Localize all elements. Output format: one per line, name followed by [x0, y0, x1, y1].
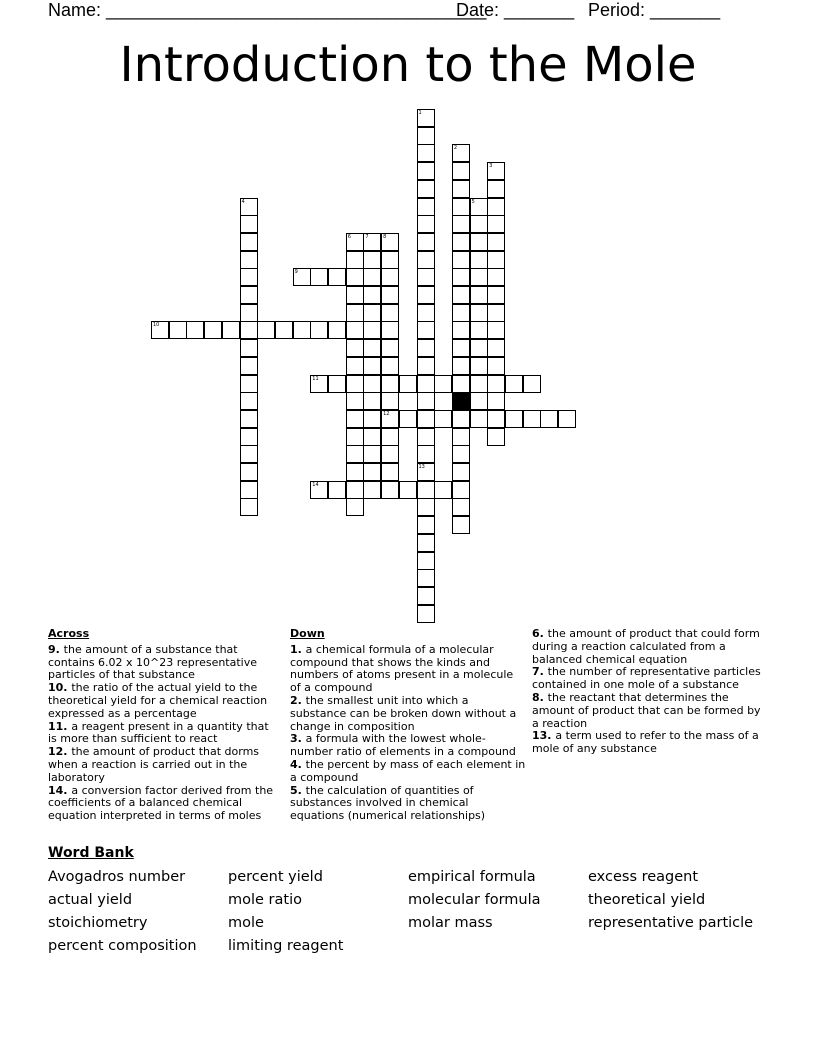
crossword-cell[interactable] [452, 516, 470, 534]
crossword-cell[interactable] [363, 321, 381, 339]
crossword-cell[interactable] [310, 481, 328, 499]
crossword-cell[interactable] [293, 268, 311, 286]
crossword-cell[interactable] [558, 410, 576, 428]
word-bank-item: Avogadros number [48, 869, 186, 885]
crossword-cell[interactable] [363, 286, 381, 304]
crossword-cell[interactable] [151, 321, 169, 339]
crossword-cell[interactable] [417, 498, 435, 516]
crossword-cell[interactable] [417, 587, 435, 605]
crossword-cell[interactable] [523, 410, 541, 428]
clue-text: the amount of product that dorms when a reaction is carried out in the laboratory [48, 745, 260, 784]
crossword-cell[interactable] [417, 215, 435, 233]
crossword-cell[interactable] [381, 357, 399, 375]
crossword-cell[interactable] [487, 198, 505, 216]
crossword-cell[interactable] [417, 534, 435, 552]
crossword-cell[interactable] [346, 428, 364, 446]
crossword-cell[interactable] [186, 321, 204, 339]
word-bank-item: molecular formula [408, 892, 541, 908]
crossword-cell[interactable] [452, 180, 470, 198]
crossword-cell[interactable] [363, 339, 381, 357]
crossword-cell[interactable] [417, 286, 435, 304]
crossword-cell[interactable] [470, 375, 488, 393]
clue-number: 2. [290, 693, 306, 707]
crossword-cell[interactable] [346, 304, 364, 322]
clue-number: 3. [290, 732, 306, 746]
crossword-cell[interactable] [240, 286, 258, 304]
crossword-cell[interactable] [240, 321, 258, 339]
crossword-cell[interactable] [328, 481, 346, 499]
clue-text: the calculation of quantities of substances involved in chemical equations (numerical relationships) [290, 783, 486, 823]
crossword-cell[interactable] [363, 304, 381, 322]
crossword-cell[interactable] [381, 233, 399, 251]
word-bank-item: percent yield [228, 869, 323, 885]
crossword-cell[interactable] [310, 375, 328, 393]
crossword-cell[interactable] [399, 375, 417, 393]
crossword-cell[interactable] [434, 410, 452, 428]
crossword-cell[interactable] [487, 321, 505, 339]
clue-text: a conversion factor derived from the coefficients of a balanced chemical equation interpreted in terms of moles [48, 783, 274, 823]
crossword-cell[interactable] [523, 375, 541, 393]
crossword-cell[interactable] [381, 392, 399, 410]
crossword-black-cell [452, 392, 470, 410]
crossword-cell[interactable] [381, 445, 399, 463]
crossword-cell[interactable] [346, 339, 364, 357]
crossword-cell[interactable] [417, 339, 435, 357]
crossword-cell[interactable] [240, 481, 258, 499]
clue-number: 11. [48, 719, 72, 733]
crossword-cell[interactable] [240, 428, 258, 446]
crossword-cell[interactable] [417, 410, 435, 428]
clue-item [48, 746, 280, 784]
clue-number: 12. [48, 745, 72, 759]
clue-number: 7. [532, 665, 548, 679]
crossword-cell[interactable] [487, 251, 505, 269]
clue-number-7: 7 [365, 233, 369, 240]
clue-number: 14. [48, 783, 72, 797]
crossword-cell[interactable] [240, 233, 258, 251]
crossword-cell[interactable] [470, 304, 488, 322]
crossword-cell[interactable] [169, 321, 187, 339]
clue-number: 13. [532, 729, 556, 743]
crossword-cell[interactable] [452, 144, 470, 162]
word-bank-title: Word Bank [48, 845, 134, 861]
clue-item [532, 730, 768, 756]
crossword-cell[interactable] [470, 251, 488, 269]
clue-number-1: 1 [418, 110, 422, 116]
clue-number-8: 8 [383, 233, 387, 240]
clue-item [532, 666, 768, 692]
down-clues-column-2 [532, 628, 768, 756]
clue-number-4: 4 [241, 198, 245, 205]
crossword-cell[interactable] [399, 481, 417, 499]
crossword-cell[interactable] [487, 410, 505, 428]
crossword-cell[interactable] [363, 428, 381, 446]
crossword-cell[interactable] [470, 286, 488, 304]
clue-text: the amount of a substance that contains 6.02 x 10^23 representative particles of that substance [48, 642, 258, 682]
clue-number-5: 5 [471, 198, 475, 205]
clue-number-2: 2 [453, 145, 458, 152]
crossword-cell[interactable] [452, 268, 470, 286]
crossword-cell[interactable] [240, 410, 258, 428]
crossword-cell[interactable] [452, 410, 470, 428]
clue-item [290, 785, 526, 823]
crossword-cell[interactable] [381, 251, 399, 269]
crossword-cell[interactable] [328, 375, 346, 393]
crossword-cell[interactable] [434, 375, 452, 393]
clue-text: the ratio of the actual yield to the theoretical yield for a chemical reaction expressed as a percentage [48, 681, 268, 720]
clue-text: a term used to refer to the mass of a mole of any substance [532, 729, 759, 756]
crossword-cell[interactable] [240, 357, 258, 375]
crossword-cell[interactable] [363, 375, 381, 393]
crossword-cell[interactable] [363, 445, 381, 463]
word-bank-item: mole ratio [228, 892, 302, 908]
crossword-cell[interactable] [417, 357, 435, 375]
clue-text: the smallest unit into which a substance can be broken down without a change in composition [290, 693, 517, 733]
clue-text: a formula with the lowest whole-number ratio of elements in a compound [290, 732, 516, 759]
crossword-cell[interactable] [470, 233, 488, 251]
down-clues-column [290, 628, 526, 823]
crossword-cell[interactable] [204, 321, 222, 339]
crossword-cell[interactable] [381, 481, 399, 499]
crossword-cell[interactable] [240, 375, 258, 393]
name-field-label[interactable]: Name: ______________________________________ [48, 0, 487, 20]
clue-number: 4. [290, 757, 306, 771]
crossword-cell[interactable] [346, 286, 364, 304]
crossword-cell[interactable] [487, 215, 505, 233]
clue-text: the percent by mass of each element in a compound [290, 757, 526, 784]
crossword-cell[interactable] [487, 357, 505, 375]
crossword-cell[interactable] [417, 569, 435, 587]
word-bank-item: stoichiometry [48, 915, 148, 931]
crossword-cell[interactable] [381, 268, 399, 286]
word-bank-item: percent composition [48, 938, 197, 954]
across-clues-column [48, 628, 280, 823]
clue-number-9: 9 [294, 269, 298, 276]
clue-number-6: 6 [347, 233, 351, 240]
crossword-cell[interactable] [363, 481, 381, 499]
crossword-cell[interactable] [452, 445, 470, 463]
crossword-cell[interactable] [346, 463, 364, 481]
clue-number-3: 3 [489, 163, 493, 170]
crossword-cell[interactable] [452, 321, 470, 339]
page-title: Introduction to the Mole [119, 37, 697, 93]
clue-number: 9. [48, 642, 64, 656]
clue-number-11: 11 [312, 375, 319, 382]
crossword-cell[interactable] [417, 552, 435, 570]
word-bank-item: limiting reagent [228, 938, 344, 954]
clue-number-14: 14 [312, 481, 319, 488]
word-bank-item: excess reagent [588, 869, 699, 885]
crossword-cell[interactable] [487, 392, 505, 410]
crossword-cell[interactable] [487, 233, 505, 251]
crossword-cell[interactable] [381, 410, 399, 428]
clue-item [290, 759, 526, 785]
crossword-cell[interactable] [452, 251, 470, 269]
crossword-cell[interactable] [452, 233, 470, 251]
crossword-cell[interactable] [487, 339, 505, 357]
crossword-cell[interactable] [363, 357, 381, 375]
crossword-cell[interactable] [293, 321, 311, 339]
crossword-cell[interactable] [381, 463, 399, 481]
crossword-cell[interactable] [381, 428, 399, 446]
crossword-cell[interactable] [452, 428, 470, 446]
crossword-cell[interactable] [417, 481, 435, 499]
crossword-cell[interactable] [417, 321, 435, 339]
crossword-cell[interactable] [487, 162, 505, 180]
crossword-cell[interactable] [381, 375, 399, 393]
clue-item [532, 692, 768, 730]
crossword-cell[interactable] [540, 410, 558, 428]
clue-number-10: 10 [153, 322, 160, 329]
word-bank-item: molar mass [408, 915, 493, 931]
clue-item [48, 721, 280, 747]
across-heading: Across [48, 627, 90, 640]
crossword-cell[interactable] [346, 251, 364, 269]
across-clue-list [48, 644, 280, 823]
crossword-cell[interactable] [240, 339, 258, 357]
crossword-cell[interactable] [417, 392, 435, 410]
crossword-cell[interactable] [452, 339, 470, 357]
crossword-cell[interactable] [417, 516, 435, 534]
crossword-cell[interactable] [434, 481, 452, 499]
crossword-cell[interactable] [240, 198, 258, 216]
word-bank-item: actual yield [48, 892, 133, 908]
crossword-cell[interactable] [346, 233, 364, 251]
crossword-cell[interactable] [240, 215, 258, 233]
crossword-cell[interactable] [346, 498, 364, 516]
clue-item [290, 695, 526, 733]
crossword-cell[interactable] [487, 286, 505, 304]
clue-number: 5. [290, 783, 306, 797]
crossword-cell[interactable] [470, 410, 488, 428]
crossword-cell[interactable] [240, 251, 258, 269]
clue-item [48, 785, 280, 823]
crossword-cell[interactable] [399, 410, 417, 428]
crossword-cell[interactable] [328, 268, 346, 286]
clue-number: 1. [290, 642, 306, 656]
crossword-cell[interactable] [240, 498, 258, 516]
crossword-cell[interactable] [346, 375, 364, 393]
crossword-cell[interactable] [275, 321, 293, 339]
crossword-cell[interactable] [346, 321, 364, 339]
crossword-cell[interactable] [487, 428, 505, 446]
crossword-cell[interactable] [346, 410, 364, 428]
crossword-cell[interactable] [363, 251, 381, 269]
crossword-cell[interactable] [487, 304, 505, 322]
crossword-cell[interactable] [417, 198, 435, 216]
crossword-cell[interactable] [470, 392, 488, 410]
word-bank-item: empirical formula [408, 869, 536, 885]
down-clue-list-2 [532, 628, 768, 756]
crossword-cell[interactable] [487, 180, 505, 198]
crossword-cell[interactable] [310, 268, 328, 286]
crossword-cell[interactable] [381, 321, 399, 339]
crossword-cell[interactable] [222, 321, 240, 339]
crossword-cell[interactable] [346, 481, 364, 499]
crossword-cell[interactable] [452, 375, 470, 393]
crossword-cell[interactable] [381, 304, 399, 322]
down-heading: Down [290, 627, 325, 640]
crossword-cell[interactable] [417, 375, 435, 393]
crossword-cell[interactable] [257, 321, 275, 339]
crossword-cell[interactable] [487, 268, 505, 286]
crossword-cell[interactable] [452, 162, 470, 180]
crossword-cell[interactable] [346, 392, 364, 410]
clue-number: 10. [48, 681, 72, 695]
crossword-cell[interactable] [240, 392, 258, 410]
down-clue-list [290, 644, 526, 823]
word-bank-item: mole [228, 915, 264, 931]
crossword-cell[interactable] [240, 445, 258, 463]
clue-text: the reactant that determines the amount of product that can be formed by a reaction [532, 690, 761, 730]
crossword-cell[interactable] [470, 357, 488, 375]
crossword-cell[interactable] [381, 286, 399, 304]
crossword-cell[interactable] [470, 215, 488, 233]
crossword-cell[interactable] [470, 268, 488, 286]
crossword-cell[interactable] [417, 162, 435, 180]
crossword-cell[interactable] [346, 445, 364, 463]
crossword-cell[interactable] [452, 357, 470, 375]
clue-text: a reagent present in a quantity that is more than sufficient to react [48, 719, 269, 746]
crossword-cell[interactable] [346, 268, 364, 286]
crossword-cell[interactable] [452, 463, 470, 481]
crossword-cell[interactable] [505, 410, 523, 428]
crossword-cell[interactable] [240, 268, 258, 286]
clue-text: the number of representative particles contained in one mole of a substance [532, 665, 761, 692]
crossword-cell[interactable] [470, 339, 488, 357]
clue-number: 6. [532, 627, 548, 640]
crossword-cell[interactable] [417, 233, 435, 251]
crossword-cell[interactable] [452, 498, 470, 516]
crossword-cell[interactable] [505, 375, 523, 393]
crossword-cell[interactable] [417, 268, 435, 286]
crossword-cell[interactable] [452, 481, 470, 499]
crossword-cell[interactable] [417, 605, 435, 623]
crossword-cell[interactable] [363, 268, 381, 286]
crossword-cell[interactable] [487, 375, 505, 393]
crossword-cell[interactable] [346, 357, 364, 375]
crossword-cell[interactable] [381, 339, 399, 357]
clue-item [48, 644, 280, 682]
crossword-cell[interactable] [452, 198, 470, 216]
crossword-cell[interactable] [363, 392, 381, 410]
crossword-cell[interactable] [240, 463, 258, 481]
clue-number: 8. [532, 690, 548, 704]
word-bank-item: representative particle [588, 915, 754, 931]
clue-item [290, 733, 526, 759]
crossword-cell[interactable] [417, 251, 435, 269]
crossword-cell[interactable] [363, 463, 381, 481]
crossword-cell[interactable] [452, 304, 470, 322]
clue-text: a chemical formula of a molecular compound that shows the kinds and numbers of atoms present in a molecule of a compound [290, 642, 514, 695]
clue-item [532, 628, 768, 666]
clue-number-12: 12 [383, 410, 390, 417]
word-bank-item: theoretical yield [588, 892, 706, 908]
date-field-label[interactable]: Date: _______ [456, 0, 575, 20]
crossword-cell[interactable] [452, 286, 470, 304]
crossword-cell[interactable] [363, 233, 381, 251]
crossword-cell[interactable] [328, 321, 346, 339]
clue-item [290, 644, 526, 695]
crossword-cell[interactable] [363, 410, 381, 428]
crossword-cell[interactable] [310, 321, 328, 339]
crossword-cell[interactable] [417, 180, 435, 198]
crossword-cell[interactable] [417, 304, 435, 322]
crossword-cell[interactable] [417, 428, 435, 446]
crossword-cell[interactable] [417, 127, 435, 145]
clue-number-13: 13 [418, 464, 425, 470]
period-field-label[interactable]: Period: _______ [588, 0, 721, 20]
crossword-cell[interactable] [470, 198, 488, 216]
crossword-cell[interactable] [417, 463, 435, 481]
crossword-cell[interactable] [417, 144, 435, 162]
crossword-cell[interactable] [417, 445, 435, 463]
clue-text: the amount of product that could form during a reaction calculated from a balanced chemical equation [532, 627, 760, 666]
crossword-cell[interactable] [470, 321, 488, 339]
crossword-cell[interactable] [417, 109, 435, 127]
crossword-cell[interactable] [452, 215, 470, 233]
crossword-cell[interactable] [240, 304, 258, 322]
clue-item [48, 682, 280, 720]
